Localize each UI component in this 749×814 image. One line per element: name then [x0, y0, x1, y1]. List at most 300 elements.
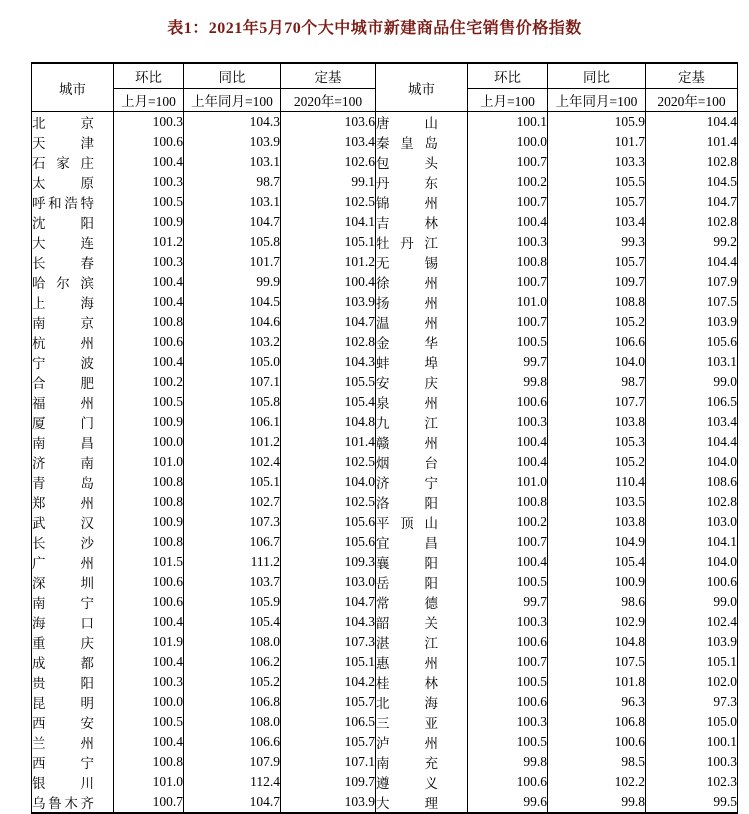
mom-value-right: 100.2	[468, 172, 548, 192]
base-value-left: 105.7	[281, 692, 376, 712]
base-value-right: 105.0	[646, 712, 738, 732]
city-cell-right	[376, 272, 468, 292]
city-name: 洛阳	[376, 496, 438, 511]
yoy-value-right: 100.9	[548, 572, 646, 592]
mom-value-right: 100.7	[468, 152, 548, 172]
city-name: 蚌埠	[376, 356, 438, 371]
city-name: 锦州	[376, 196, 438, 211]
city-name: 南充	[376, 756, 438, 771]
mom-value-left: 101.0	[114, 452, 184, 472]
city-cell-left	[32, 372, 114, 392]
table-title: 表1：2021年5月70个大中城市新建商品住宅销售价格指数	[167, 20, 582, 37]
city-name: 重庆	[32, 636, 94, 651]
table-row	[32, 612, 738, 632]
yoy-value-left: 99.9	[184, 272, 281, 292]
mom-value-left: 100.9	[114, 212, 184, 232]
mom-value-right: 100.7	[468, 192, 548, 212]
base-value-right: 104.0	[646, 452, 738, 472]
mom-value-right: 100.4	[468, 432, 548, 452]
yoy-value-left: 106.8	[184, 692, 281, 712]
yoy-value-left: 105.9	[184, 592, 281, 612]
city-cell-right	[376, 412, 468, 432]
city-cell-right	[376, 112, 468, 133]
city-cell-left	[32, 592, 114, 612]
base-value-right: 102.8	[646, 212, 738, 232]
mom-value-right: 100.5	[468, 672, 548, 692]
table-row	[32, 632, 738, 652]
yoy-value-right: 101.8	[548, 672, 646, 692]
mom-value-right: 100.5	[468, 732, 548, 752]
yoy-value-left: 103.9	[184, 132, 281, 152]
yoy-value-left: 108.0	[184, 712, 281, 732]
city-cell-left	[32, 452, 114, 472]
city-name: 海口	[32, 616, 94, 631]
base-value-left: 109.7	[281, 772, 376, 792]
mom-value-left: 100.5	[114, 712, 184, 732]
mom-value-left: 100.9	[114, 412, 184, 432]
base-value-right: 101.4	[646, 132, 738, 152]
mom-value-right: 100.7	[468, 272, 548, 292]
table-row	[32, 532, 738, 552]
mom-value-left: 100.8	[114, 532, 184, 552]
mom-value-left: 101.2	[114, 232, 184, 252]
header-yoy-left: 同比	[184, 63, 281, 89]
city-name: 宜昌	[376, 536, 438, 551]
subheader-mom-right: 上月=100	[468, 89, 548, 112]
mom-value-left: 100.9	[114, 512, 184, 532]
table-row	[32, 112, 738, 133]
table-row	[32, 412, 738, 432]
city-name: 赣州	[376, 436, 438, 451]
city-cell-left	[32, 192, 114, 212]
yoy-value-right: 105.4	[548, 552, 646, 572]
yoy-value-right: 99.3	[548, 232, 646, 252]
yoy-value-right: 105.3	[548, 432, 646, 452]
city-cell-left	[32, 792, 114, 813]
base-value-left: 101.2	[281, 252, 376, 272]
city-name: 南昌	[32, 436, 94, 451]
city-cell-right	[376, 732, 468, 752]
city-name: 韶关	[376, 616, 438, 631]
yoy-value-right: 106.8	[548, 712, 646, 732]
yoy-value-left: 105.8	[184, 392, 281, 412]
mom-value-left: 100.0	[114, 432, 184, 452]
base-value-left: 105.6	[281, 532, 376, 552]
mom-value-right: 99.7	[468, 592, 548, 612]
yoy-value-right: 105.5	[548, 172, 646, 192]
city-cell-right	[376, 632, 468, 652]
yoy-value-left: 106.7	[184, 532, 281, 552]
base-value-left: 104.7	[281, 592, 376, 612]
mom-value-left: 100.3	[114, 112, 184, 133]
city-cell-left	[32, 712, 114, 732]
base-value-right: 106.5	[646, 392, 738, 412]
city-name: 安庆	[376, 376, 438, 391]
mom-value-left: 100.7	[114, 792, 184, 813]
base-value-right: 104.1	[646, 532, 738, 552]
city-cell-right	[376, 592, 468, 612]
base-value-right: 102.3	[646, 772, 738, 792]
city-cell-right	[376, 372, 468, 392]
yoy-value-right: 103.4	[548, 212, 646, 232]
yoy-value-right: 108.8	[548, 292, 646, 312]
header-row-main	[32, 63, 738, 89]
yoy-value-left: 102.4	[184, 452, 281, 472]
yoy-value-left: 106.2	[184, 652, 281, 672]
city-cell-right	[376, 492, 468, 512]
city-cell-right	[376, 392, 468, 412]
yoy-value-left: 103.7	[184, 572, 281, 592]
yoy-value-right: 102.2	[548, 772, 646, 792]
yoy-value-left: 112.4	[184, 772, 281, 792]
city-cell-left	[32, 432, 114, 452]
yoy-value-right: 107.7	[548, 392, 646, 412]
yoy-value-right: 100.6	[548, 732, 646, 752]
yoy-value-left: 103.1	[184, 152, 281, 172]
mom-value-left: 101.9	[114, 632, 184, 652]
mom-value-right: 100.6	[468, 392, 548, 412]
mom-value-right: 100.3	[468, 712, 548, 732]
base-value-left: 109.3	[281, 552, 376, 572]
mom-value-left: 100.4	[114, 152, 184, 172]
mom-value-left: 100.8	[114, 472, 184, 492]
yoy-value-left: 106.1	[184, 412, 281, 432]
mom-value-right: 99.8	[468, 752, 548, 772]
base-value-left: 104.2	[281, 672, 376, 692]
mom-value-right: 100.0	[468, 132, 548, 152]
city-name: 遵义	[376, 776, 438, 791]
city-name: 扬州	[376, 296, 438, 311]
page	[0, 15, 749, 811]
mom-value-right: 100.4	[468, 552, 548, 572]
base-value-right: 104.4	[646, 252, 738, 272]
base-value-left: 105.4	[281, 392, 376, 412]
yoy-value-right: 102.9	[548, 612, 646, 632]
city-cell-left	[32, 172, 114, 192]
city-cell-right	[376, 192, 468, 212]
table-row	[32, 152, 738, 172]
mom-value-left: 100.2	[114, 372, 184, 392]
city-cell-right	[376, 312, 468, 332]
subheader-base-right: 2020年=100	[646, 89, 738, 112]
mom-value-right: 100.6	[468, 692, 548, 712]
city-name: 武汉	[32, 516, 94, 531]
city-cell-left	[32, 612, 114, 632]
mom-value-left: 100.4	[114, 272, 184, 292]
subheader-mom-left: 上月=100	[114, 89, 184, 112]
city-cell-left	[32, 132, 114, 152]
city-name: 唐山	[376, 116, 438, 131]
table-row	[32, 732, 738, 752]
base-value-left: 102.8	[281, 332, 376, 352]
base-value-left: 104.8	[281, 412, 376, 432]
city-name: 包头	[376, 156, 438, 171]
table-row	[32, 572, 738, 592]
base-value-right: 107.5	[646, 292, 738, 312]
city-name: 吉林	[376, 216, 438, 231]
yoy-value-right: 99.8	[548, 792, 646, 813]
city-name: 徐州	[376, 276, 438, 291]
city-name: 济宁	[376, 476, 438, 491]
base-value-right: 105.6	[646, 332, 738, 352]
city-name: 牡丹江	[376, 236, 438, 251]
mom-value-right: 100.3	[468, 412, 548, 432]
table-body	[32, 112, 738, 814]
base-value-left: 104.3	[281, 612, 376, 632]
base-value-left: 105.1	[281, 652, 376, 672]
city-name: 无锡	[376, 256, 438, 271]
city-cell-right	[376, 752, 468, 772]
header-yoy-right: 同比	[548, 63, 646, 89]
table-row	[32, 552, 738, 572]
table-row	[32, 212, 738, 232]
base-value-right: 104.0	[646, 552, 738, 572]
city-name: 岳阳	[376, 576, 438, 591]
city-cell-left	[32, 692, 114, 712]
base-value-left: 103.9	[281, 792, 376, 813]
table-row	[32, 652, 738, 672]
mom-value-right: 100.5	[468, 572, 548, 592]
city-name: 呼和浩特	[32, 196, 94, 211]
mom-value-left: 100.6	[114, 332, 184, 352]
subheader-yoy-left: 上年同月=100	[184, 89, 281, 112]
yoy-value-left: 105.0	[184, 352, 281, 372]
city-name: 北海	[376, 696, 438, 711]
base-value-right: 99.5	[646, 792, 738, 813]
yoy-value-right: 103.5	[548, 492, 646, 512]
city-name: 泸州	[376, 736, 438, 751]
base-value-right: 103.1	[646, 352, 738, 372]
base-value-left: 107.3	[281, 632, 376, 652]
table-row	[32, 512, 738, 532]
city-cell-left	[32, 312, 114, 332]
mom-value-left: 100.3	[114, 252, 184, 272]
city-name: 青岛	[32, 476, 94, 491]
header-base-left: 定基	[281, 63, 376, 89]
city-cell-left	[32, 572, 114, 592]
city-name: 成都	[32, 656, 94, 671]
base-value-left: 103.0	[281, 572, 376, 592]
city-cell-left	[32, 152, 114, 172]
city-name: 合肥	[32, 376, 94, 391]
yoy-value-right: 106.6	[548, 332, 646, 352]
city-name: 惠州	[376, 656, 438, 671]
mom-value-left: 100.6	[114, 592, 184, 612]
price-index-table	[31, 62, 738, 814]
city-cell-left	[32, 752, 114, 772]
yoy-value-left: 102.7	[184, 492, 281, 512]
mom-value-right: 100.8	[468, 492, 548, 512]
subheader-yoy-right: 上年同月=100	[548, 89, 646, 112]
table-row	[32, 432, 738, 452]
base-value-left: 104.3	[281, 352, 376, 372]
yoy-value-right: 107.5	[548, 652, 646, 672]
city-name: 昆明	[32, 696, 94, 711]
header-city-left: 城市	[32, 63, 114, 112]
yoy-value-left: 105.1	[184, 472, 281, 492]
city-name: 泉州	[376, 396, 438, 411]
yoy-value-left: 103.2	[184, 332, 281, 352]
city-name: 济南	[32, 456, 94, 471]
city-name: 桂林	[376, 676, 438, 691]
mom-value-right: 100.7	[468, 312, 548, 332]
yoy-value-right: 101.7	[548, 132, 646, 152]
city-cell-left	[32, 352, 114, 372]
mom-value-left: 100.4	[114, 652, 184, 672]
city-cell-left	[32, 632, 114, 652]
table-row	[32, 272, 738, 292]
header-base-right: 定基	[646, 63, 738, 89]
city-name: 兰州	[32, 736, 94, 751]
city-cell-left	[32, 472, 114, 492]
city-cell-left	[32, 232, 114, 252]
city-name: 烟台	[376, 456, 438, 471]
yoy-value-left: 101.7	[184, 252, 281, 272]
table-row	[32, 352, 738, 372]
city-cell-left	[32, 112, 114, 133]
base-value-right: 102.4	[646, 612, 738, 632]
base-value-right: 102.8	[646, 152, 738, 172]
base-value-right: 100.3	[646, 752, 738, 772]
header-mom-right: 环比	[468, 63, 548, 89]
city-name: 三亚	[376, 716, 438, 731]
city-cell-left	[32, 512, 114, 532]
mom-value-right: 100.1	[468, 112, 548, 133]
city-name: 哈尔滨	[32, 276, 94, 291]
city-cell-left	[32, 492, 114, 512]
base-value-right: 104.4	[646, 432, 738, 452]
city-cell-left	[32, 332, 114, 352]
mom-value-left: 100.3	[114, 172, 184, 192]
mom-value-right: 100.7	[468, 652, 548, 672]
base-value-left: 107.1	[281, 752, 376, 772]
yoy-value-left: 103.1	[184, 192, 281, 212]
base-value-left: 102.5	[281, 452, 376, 472]
city-name: 温州	[376, 316, 438, 331]
base-value-left: 99.1	[281, 172, 376, 192]
base-value-right: 100.6	[646, 572, 738, 592]
mom-value-right: 101.0	[468, 472, 548, 492]
city-cell-left	[32, 392, 114, 412]
base-value-left: 102.5	[281, 192, 376, 212]
city-cell-right	[376, 352, 468, 372]
mom-value-left: 100.8	[114, 312, 184, 332]
table-row	[32, 252, 738, 272]
yoy-value-right: 109.7	[548, 272, 646, 292]
base-value-left: 106.5	[281, 712, 376, 732]
table-row	[32, 372, 738, 392]
table-row	[32, 192, 738, 212]
yoy-value-right: 105.2	[548, 312, 646, 332]
city-cell-right	[376, 152, 468, 172]
city-name: 大连	[32, 236, 94, 251]
mom-value-right: 100.3	[468, 612, 548, 632]
yoy-value-left: 104.6	[184, 312, 281, 332]
table-row	[32, 452, 738, 472]
mom-value-left: 100.8	[114, 492, 184, 512]
base-value-left: 103.9	[281, 292, 376, 312]
city-cell-right	[376, 692, 468, 712]
mom-value-right: 99.6	[468, 792, 548, 813]
city-cell-right	[376, 332, 468, 352]
base-value-right: 102.0	[646, 672, 738, 692]
table-row	[32, 312, 738, 332]
city-name: 平顶山	[376, 516, 438, 531]
city-cell-right	[376, 132, 468, 152]
yoy-value-right: 104.0	[548, 352, 646, 372]
table-row	[32, 292, 738, 312]
city-name: 天津	[32, 136, 94, 151]
yoy-value-left: 104.7	[184, 792, 281, 813]
table-row	[32, 132, 738, 152]
yoy-value-left: 104.3	[184, 112, 281, 133]
city-cell-right	[376, 672, 468, 692]
city-cell-right	[376, 212, 468, 232]
city-name: 郑州	[32, 496, 94, 511]
mom-value-left: 100.4	[114, 352, 184, 372]
mom-value-right: 100.4	[468, 212, 548, 232]
header-mom-left: 环比	[114, 63, 184, 89]
city-cell-right	[376, 552, 468, 572]
city-cell-left	[32, 652, 114, 672]
base-value-right: 99.0	[646, 592, 738, 612]
yoy-value-right: 105.2	[548, 452, 646, 472]
yoy-value-right: 105.7	[548, 252, 646, 272]
mom-value-right: 100.3	[468, 232, 548, 252]
city-name: 太原	[32, 176, 94, 191]
mom-value-left: 100.6	[114, 132, 184, 152]
yoy-value-left: 111.2	[184, 552, 281, 572]
table-row	[32, 792, 738, 813]
city-cell-left	[32, 532, 114, 552]
city-name: 银川	[32, 776, 94, 791]
yoy-value-right: 98.5	[548, 752, 646, 772]
base-value-right: 103.9	[646, 312, 738, 332]
city-cell-right	[376, 172, 468, 192]
city-name: 大理	[376, 796, 438, 811]
table-row	[32, 772, 738, 792]
city-name: 秦皇岛	[376, 136, 438, 151]
mom-value-left: 100.5	[114, 192, 184, 212]
table-row	[32, 712, 738, 732]
base-value-right: 103.0	[646, 512, 738, 532]
base-value-left: 103.6	[281, 112, 376, 133]
base-value-left: 101.4	[281, 432, 376, 452]
yoy-value-left: 98.7	[184, 172, 281, 192]
city-cell-right	[376, 652, 468, 672]
yoy-value-left: 104.7	[184, 212, 281, 232]
base-value-left: 104.0	[281, 472, 376, 492]
city-cell-left	[32, 292, 114, 312]
table-header	[32, 63, 738, 112]
city-cell-left	[32, 672, 114, 692]
city-name: 常德	[376, 596, 438, 611]
city-name: 厦门	[32, 416, 94, 431]
city-cell-right	[376, 472, 468, 492]
base-value-right: 99.0	[646, 372, 738, 392]
city-name: 贵阳	[32, 676, 94, 691]
city-name: 丹东	[376, 176, 438, 191]
yoy-value-right: 103.8	[548, 512, 646, 532]
yoy-value-left: 107.1	[184, 372, 281, 392]
yoy-value-right: 104.8	[548, 632, 646, 652]
base-value-left: 105.1	[281, 232, 376, 252]
table-row	[32, 672, 738, 692]
yoy-value-right: 103.8	[548, 412, 646, 432]
city-name: 金华	[376, 336, 438, 351]
base-value-right: 103.9	[646, 632, 738, 652]
city-name: 襄阳	[376, 556, 438, 571]
